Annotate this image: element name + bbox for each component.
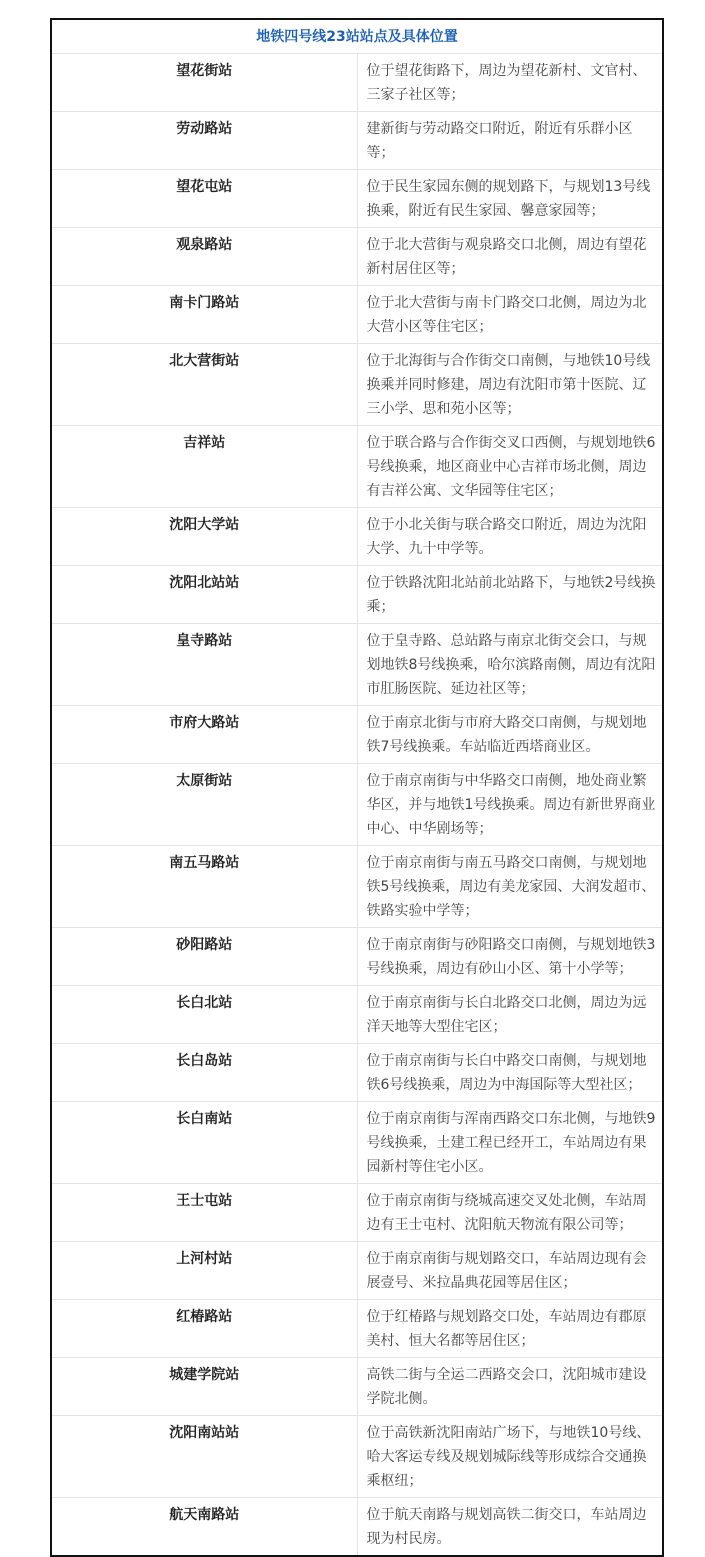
station-name: 王士屯站 [51,1184,357,1242]
station-location: 位于南京南街与长白中路交口南侧，与规划地铁6号线换乘，周边为中海国际等大型社区； [357,1044,663,1102]
station-name: 航天南路站 [51,1498,357,1557]
station-location: 位于南京南街与规划路交口，车站周边现有会展壹号、米拉晶典花园等居住区； [357,1242,663,1300]
station-location: 位于联合路与合作街交叉口西侧，与规划地铁6号线换乘，地区商业中心吉祥市场北侧，周边有吉祥公寓、文华园等住宅区； [357,426,663,508]
station-location: 位于南京北街与市府大路交口南侧，与规划地铁7号线换乘。车站临近西塔商业区。 [357,706,663,764]
station-name: 上河村站 [51,1242,357,1300]
station-name: 沈阳北站站 [51,566,357,624]
station-name: 望花街站 [51,54,357,112]
table-row [51,344,663,426]
station-name: 北大营街站 [51,344,357,426]
station-location: 位于红椿路与规划路交口处，车站周边有郡原美村、恒大名都等居住区； [357,1300,663,1358]
station-name: 长白南站 [51,1102,357,1184]
table-row [51,170,663,228]
station-location: 位于南京南街与绕城高速交叉处北侧，车站周边有王士屯村、沈阳航天物流有限公司等； [357,1184,663,1242]
station-location: 建新街与劳动路交口附近，附近有乐群小区等； [357,112,663,170]
station-name: 劳动路站 [51,112,357,170]
table-row [51,286,663,344]
table-row [51,1242,663,1300]
station-location: 位于北大营街与南卡门路交口北侧，周边为北大营小区等住宅区； [357,286,663,344]
station-table [50,18,664,1557]
station-location: 位于南京南街与中华路交口南侧，地处商业繁华区，并与地铁1号线换乘。周边有新世界商业中心、中华剧场等； [357,764,663,846]
station-location: 位于南京南街与砂阳路交口南侧，与规划地铁3号线换乘，周边有砂山小区、第十小学等； [357,928,663,986]
station-name: 太原街站 [51,764,357,846]
table-row [51,1498,663,1557]
table-row [51,1044,663,1102]
station-location: 位于铁路沈阳北站前北站路下，与地铁2号线换乘； [357,566,663,624]
station-name: 市府大路站 [51,706,357,764]
station-name: 望花屯站 [51,170,357,228]
station-location: 位于南京南街与南五马路交口南侧，与规划地铁5号线换乘，周边有美龙家园、大润发超市、铁路实验中学等； [357,846,663,928]
table-row [51,846,663,928]
station-location: 位于小北关街与联合路交口附近，周边为沈阳大学、九十中学等。 [357,508,663,566]
station-location: 位于南京南街与长白北路交口北侧，周边为远洋天地等大型住宅区； [357,986,663,1044]
table-row [51,1358,663,1416]
station-location: 位于航天南路与规划高铁二街交口，车站周边现为村民房。 [357,1498,663,1557]
table-row [51,706,663,764]
station-location: 位于高铁新沈阳南站广场下，与地铁10号线、哈大客运专线及规划城际线等形成综合交通换乘枢纽； [357,1416,663,1498]
table-row [51,508,663,566]
station-location: 位于皇寺路、总站路与南京北街交会口，与规划地铁8号线换乘，哈尔滨路南侧，周边有沈阳市肛肠医院、延边社区等； [357,624,663,706]
station-location: 位于北海街与合作街交口南侧，与地铁10号线换乘并同时修建，周边有沈阳市第十医院、辽三小学、思和苑小区等； [357,344,663,426]
station-location: 高铁二街与全运二西路交会口，沈阳城市建设学院北侧。 [357,1358,663,1416]
station-name: 长白北站 [51,986,357,1044]
station-name: 沈阳南站站 [51,1416,357,1498]
table-title: 地铁四号线23站站点及具体位置 [51,19,663,54]
station-name: 观泉路站 [51,228,357,286]
table-row [51,986,663,1044]
station-name: 红椿路站 [51,1300,357,1358]
station-name: 南卡门路站 [51,286,357,344]
station-location: 位于南京南街与浑南西路交口东北侧，与地铁9号线换乘，土建工程已经开工，车站周边有果园新村等住宅小区。 [357,1102,663,1184]
table-row [51,1184,663,1242]
table-row [51,928,663,986]
station-location: 位于民生家园东侧的规划路下，与规划13号线换乘，附近有民生家园、馨意家园等； [357,170,663,228]
station-name: 城建学院站 [51,1358,357,1416]
table-row [51,228,663,286]
table-row [51,764,663,846]
table-row [51,1416,663,1498]
station-name: 长白岛站 [51,1044,357,1102]
station-location: 位于望花街路下，周边为望花新村、文官村、三家子社区等； [357,54,663,112]
table-row [51,1102,663,1184]
station-name: 沈阳大学站 [51,508,357,566]
table-row [51,1300,663,1358]
station-location: 位于北大营街与观泉路交口北侧，周边有望花新村居住区等； [357,228,663,286]
table-row [51,566,663,624]
table-row [51,624,663,706]
station-name: 南五马路站 [51,846,357,928]
table-row [51,54,663,112]
station-name: 砂阳路站 [51,928,357,986]
table-row [51,112,663,170]
table-row [51,426,663,508]
table-header-row [51,19,663,54]
station-name: 吉祥站 [51,426,357,508]
station-name: 皇寺路站 [51,624,357,706]
